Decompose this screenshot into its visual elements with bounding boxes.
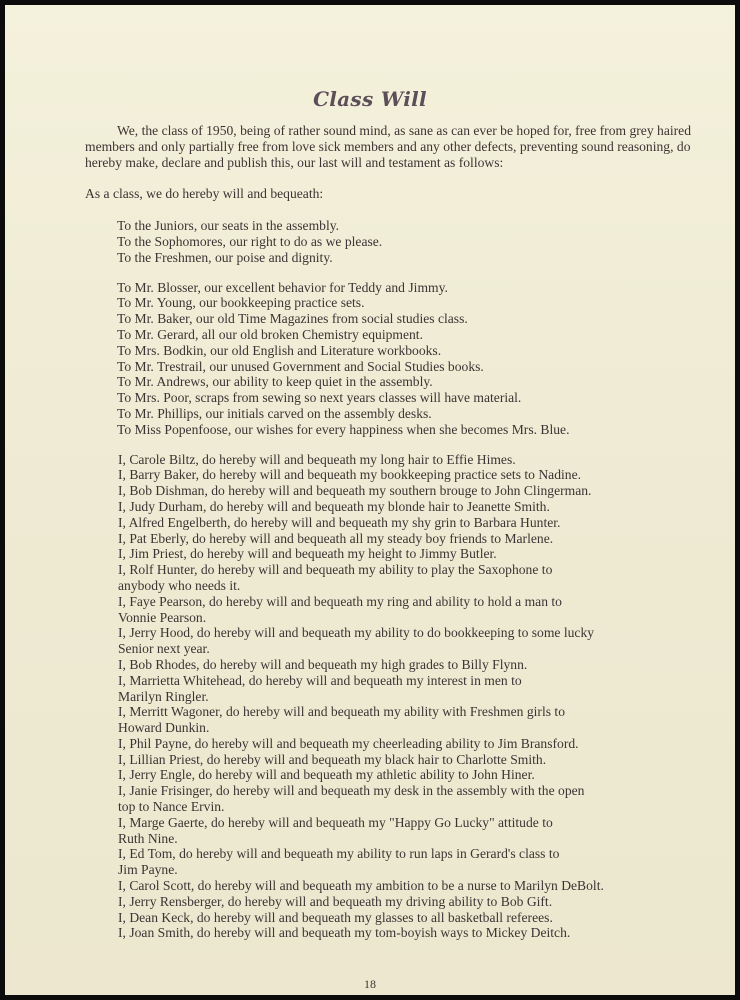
- student-wills-list: [85, 452, 705, 942]
- list-item: I, Bob Rhodes, do hereby will and bequeath my high grades to Billy Flynn.: [118, 656, 528, 672]
- list-item: I, Bob Dishman, do hereby will and bequeath my southern brouge to John Clingerman.: [118, 483, 592, 499]
- list-item: To Mrs. Bodkin, our old English and Literature workbooks.: [117, 342, 442, 358]
- list-item: I, Faye Pearson, do hereby will and bequeath my ring and ability to hold a man to: [118, 593, 562, 609]
- list-item: I, Lillian Priest, do hereby will and bequeath my black hair to Charlotte Smith.: [118, 751, 547, 767]
- list-item: I, Rolf Hunter, do hereby will and bequeath my ability to play the Saxophone to: [118, 562, 553, 578]
- list-item: Ruth Nine.: [118, 830, 178, 846]
- list-item: To Mrs. Poor, scraps from sewing so next years classes will have material.: [117, 390, 522, 406]
- list-item: Marilyn Ringler.: [118, 688, 209, 704]
- document-page: [5, 5, 735, 995]
- list-item: I, Phil Payne, do hereby will and bequeath my cheerleading ability to Jim Bransford.: [118, 735, 579, 751]
- list-item: I, Ed Tom, do hereby will and bequeath my ability to run laps in Gerard's class to: [118, 846, 560, 862]
- list-item: I, Carole Biltz, do hereby will and bequeath my long hair to Effie Himes.: [118, 451, 516, 467]
- list-item: Senior next year.: [118, 641, 210, 657]
- list-item: Vonnie Pearson.: [118, 609, 207, 625]
- list-item: To Miss Popenfoose, our wishes for every happiness when she becomes Mrs. Blue.: [117, 421, 570, 437]
- list-item: I, Jerry Hood, do hereby will and bequeath my ability to do bookkeeping to some lucky: [118, 625, 595, 641]
- teachers-list: [85, 280, 705, 438]
- list-item: To the Freshmen, our poise and dignity.: [117, 249, 333, 265]
- list-item: top to Nance Ervin.: [118, 799, 225, 815]
- list-item: Howard Dunkin.: [118, 720, 210, 736]
- list-item: I, Pat Eberly, do hereby will and bequeath all my steady boy friends to Marlene.: [118, 530, 554, 546]
- list-item: Jim Payne.: [118, 862, 178, 878]
- list-item: I, Janie Frisinger, do hereby will and bequeath my desk in the assembly with the open: [118, 783, 585, 799]
- page-title: Class Will: [313, 87, 427, 111]
- list-item: To the Sophomores, our right to do as we please.: [117, 233, 383, 249]
- list-item: I, Dean Keck, do hereby will and bequeath my glasses to all basketball referees.: [118, 909, 553, 925]
- list-item: To Mr. Blosser, our excellent behavior for Teddy and Jimmy.: [117, 279, 448, 295]
- classes-list: [85, 218, 705, 265]
- list-item: I, Jerry Engle, do hereby will and bequeath my athletic ability to John Hiner.: [118, 767, 535, 783]
- intro-paragraph: We, the class of 1950, being of rather sound mind, as sane as can ever be hoped for, free from grey haired members and only partially free from love sick members and any other defects, preventing sound reasoning, do hereby make, declare and publish this, our last will and testament as follows:: [85, 123, 691, 170]
- list-item: I, Barry Baker, do hereby will and bequeath my bookkeeping practice sets to Nadine.: [118, 467, 582, 483]
- list-item: I, Jim Priest, do hereby will and bequeath my height to Jimmy Butler.: [118, 546, 497, 562]
- list-item: I, Jerry Rensberger, do hereby will and bequeath my driving ability to Bob Gift.: [118, 893, 553, 909]
- list-item: I, Marge Gaerte, do hereby will and bequeath my "Happy Go Lucky" attitude to: [118, 814, 553, 830]
- list-item: I, Judy Durham, do hereby will and bequeath my blonde hair to Jeanette Smith.: [118, 498, 550, 514]
- list-item: To Mr. Phillips, our initials carved on the assembly desks.: [117, 405, 432, 421]
- page-number: 18: [364, 977, 376, 991]
- list-item: I, Joan Smith, do hereby will and bequeath my tom-boyish ways to Mickey Deitch.: [118, 925, 571, 941]
- list-item: To Mr. Andrews, our ability to keep quiet in the assembly.: [117, 374, 433, 390]
- list-item: To Mr. Young, our bookkeeping practice sets.: [117, 295, 365, 311]
- list-item: To Mr. Gerard, all our old broken Chemistry equipment.: [117, 326, 423, 342]
- list-item: I, Carol Scott, do hereby will and bequeath my ambition to be a nurse to Marilyn DeBolt.: [118, 878, 604, 894]
- list-item: I, Merritt Wagoner, do hereby will and bequeath my ability with Freshmen girls to: [118, 704, 565, 720]
- list-item: To Mr. Baker, our old Time Magazines from social studies class.: [117, 311, 468, 327]
- list-item: To Mr. Trestrail, our unused Government and Social Studies books.: [117, 358, 484, 374]
- list-item: I, Alfred Engelberth, do hereby will and bequeath my shy grin to Barbara Hunter.: [118, 514, 561, 530]
- document-body: [85, 123, 705, 941]
- list-item: I, Marrietta Whitehead, do hereby will and bequeath my interest in men to: [118, 672, 522, 688]
- list-item: To the Juniors, our seats in the assembly.: [117, 218, 340, 234]
- list-item: anybody who needs it.: [118, 577, 241, 593]
- class-bequeath-line: As a class, we do hereby will and bequeath:: [85, 186, 324, 202]
